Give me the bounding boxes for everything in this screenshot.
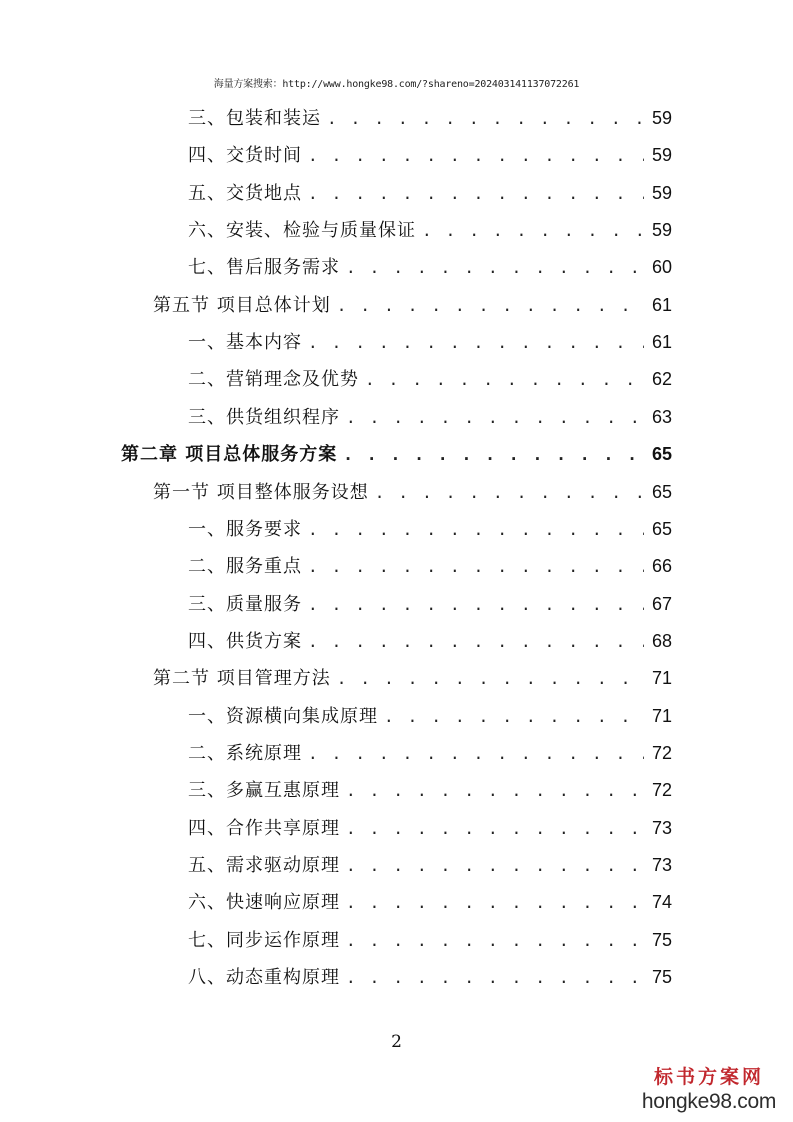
toc-entry-label: 七、售后服务需求 xyxy=(188,257,340,279)
toc-dot-leader xyxy=(384,698,644,735)
toc-entry-page: 59 xyxy=(651,220,672,241)
toc-entry-label: 一、服务要求 xyxy=(188,518,302,540)
toc-entry-label: 三、包装和装运 xyxy=(188,108,321,129)
toc-entry[interactable] xyxy=(188,399,672,436)
toc-entry[interactable] xyxy=(188,810,672,847)
toc-entry-label: 第一节 项目整体服务设想 xyxy=(153,481,369,503)
toc-entry-label: 八、动态重构原理 xyxy=(188,967,340,989)
toc-entry[interactable] xyxy=(188,623,672,660)
page-number: 2 xyxy=(391,1032,402,1052)
toc-dot-leader xyxy=(308,511,644,548)
toc-dot-leader xyxy=(346,959,644,996)
toc-entry-label: 五、需求驱动原理 xyxy=(188,855,340,876)
toc-dot-leader xyxy=(308,548,644,585)
toc-dot-leader xyxy=(346,249,644,286)
toc-entry[interactable] xyxy=(188,137,672,174)
toc-dot-leader xyxy=(422,212,644,249)
toc-dot-leader xyxy=(308,586,644,623)
toc-entry-label: 六、快速响应原理 xyxy=(188,892,340,914)
toc-entry-page: 67 xyxy=(651,593,672,614)
toc-entry[interactable] xyxy=(188,959,672,996)
toc-entry[interactable] xyxy=(188,884,672,921)
toc-entry-label: 三、多赢互惠原理 xyxy=(188,780,340,802)
toc-dot-leader xyxy=(346,772,644,809)
toc-entry-page: 60 xyxy=(651,257,672,278)
toc-entry[interactable] xyxy=(188,922,672,959)
toc-entry-page: 68 xyxy=(651,630,672,651)
toc-entry-page: 71 xyxy=(651,668,672,689)
toc-dot-leader xyxy=(308,623,644,660)
toc-entry-label: 四、供货方案 xyxy=(188,630,302,652)
toc-entry[interactable] xyxy=(188,772,672,809)
toc-section-entry[interactable] xyxy=(153,474,672,511)
toc-dot-leader xyxy=(308,735,644,772)
toc-chapter-entry[interactable] xyxy=(121,436,672,473)
toc-entry-page: 65 xyxy=(651,518,672,539)
toc-section-entry[interactable] xyxy=(153,287,672,324)
toc-entry[interactable] xyxy=(188,735,672,772)
toc-dot-leader xyxy=(346,884,644,921)
toc-entry[interactable] xyxy=(188,361,672,398)
toc-entry-page: 72 xyxy=(651,780,672,801)
toc-entry-label: 四、合作共享原理 xyxy=(188,817,340,839)
toc-entry-page: 73 xyxy=(651,855,672,875)
toc-entry-page: 75 xyxy=(651,967,672,988)
toc-entry-label: 第二节 项目管理方法 xyxy=(153,668,331,690)
toc-dot-leader xyxy=(327,100,644,137)
toc-entry-label: 四、交货时间 xyxy=(188,145,302,167)
toc-dot-leader xyxy=(346,922,644,959)
toc-entry[interactable] xyxy=(188,249,672,286)
toc-entry-page: 75 xyxy=(651,929,672,950)
toc-entry-label: 第二章 项目总体服务方案 xyxy=(121,444,338,466)
toc-dot-leader xyxy=(308,137,644,174)
toc-entry-page: 65 xyxy=(651,481,672,502)
toc-dot-leader xyxy=(308,324,644,361)
toc-dot-leader xyxy=(365,361,644,398)
toc-entry-page: 71 xyxy=(651,705,672,726)
toc-dot-leader xyxy=(308,175,644,212)
toc-entry-label: 二、服务重点 xyxy=(188,556,302,578)
toc-entry-page: 61 xyxy=(651,332,672,353)
toc-entry[interactable] xyxy=(188,548,672,585)
toc-entry-page: 66 xyxy=(651,556,672,577)
toc-entry-page: 61 xyxy=(651,294,672,315)
toc-entry[interactable] xyxy=(188,511,672,548)
toc-dot-leader xyxy=(346,399,644,436)
header-url-line: 海量方案搜索：http://www.hongke98.com/?shareno=202403141137072261 xyxy=(213,79,580,90)
toc-entry[interactable] xyxy=(188,698,672,735)
toc-entry-page: 63 xyxy=(651,406,672,427)
toc-dot-leader xyxy=(346,847,644,884)
toc-entry[interactable] xyxy=(188,212,672,249)
toc-entry-page: 59 xyxy=(651,182,672,203)
toc-entry-page: 59 xyxy=(651,145,672,166)
toc-entry-label: 三、供货组织程序 xyxy=(188,406,340,428)
toc-dot-leader xyxy=(343,436,644,473)
toc-entry-page: 65 xyxy=(651,444,672,465)
toc-entry-label: 一、资源横向集成原理 xyxy=(188,705,378,727)
toc-dot-leader xyxy=(375,474,644,511)
toc-entry[interactable] xyxy=(188,586,672,623)
toc-entry-page: 74 xyxy=(651,892,672,913)
toc-entry-page: 73 xyxy=(651,817,672,838)
toc-entry[interactable] xyxy=(188,175,672,212)
toc-entry[interactable] xyxy=(188,100,672,137)
toc-entry-page: 62 xyxy=(651,369,672,390)
watermark-en-text: hongke98.com xyxy=(641,1090,777,1113)
toc-entry-label: 三、质量服务 xyxy=(188,593,302,615)
watermark-cn-text: 标书方案网 xyxy=(653,1066,764,1088)
toc-entry-label: 六、安装、检验与质量保证 xyxy=(188,220,416,242)
toc-dot-leader xyxy=(337,660,644,697)
toc-dot-leader xyxy=(346,810,644,847)
toc-entry-page: 59 xyxy=(651,108,672,128)
toc-entry-label: 第五节 项目总体计划 xyxy=(153,294,331,316)
toc-dot-leader xyxy=(337,287,644,324)
toc-entry-label: 一、基本内容 xyxy=(188,332,302,354)
toc-entry-label: 七、同步运作原理 xyxy=(188,929,340,951)
toc-entry-label: 二、营销理念及优势 xyxy=(188,369,359,391)
toc-entry[interactable] xyxy=(188,847,672,884)
toc-entry-page: 72 xyxy=(651,742,672,763)
toc-entry-label: 五、交货地点 xyxy=(188,182,302,204)
toc-section-entry[interactable] xyxy=(153,660,672,697)
toc-entry[interactable] xyxy=(188,324,672,361)
toc-entry-label: 二、系统原理 xyxy=(188,742,302,764)
watermark-logo xyxy=(639,1064,779,1114)
